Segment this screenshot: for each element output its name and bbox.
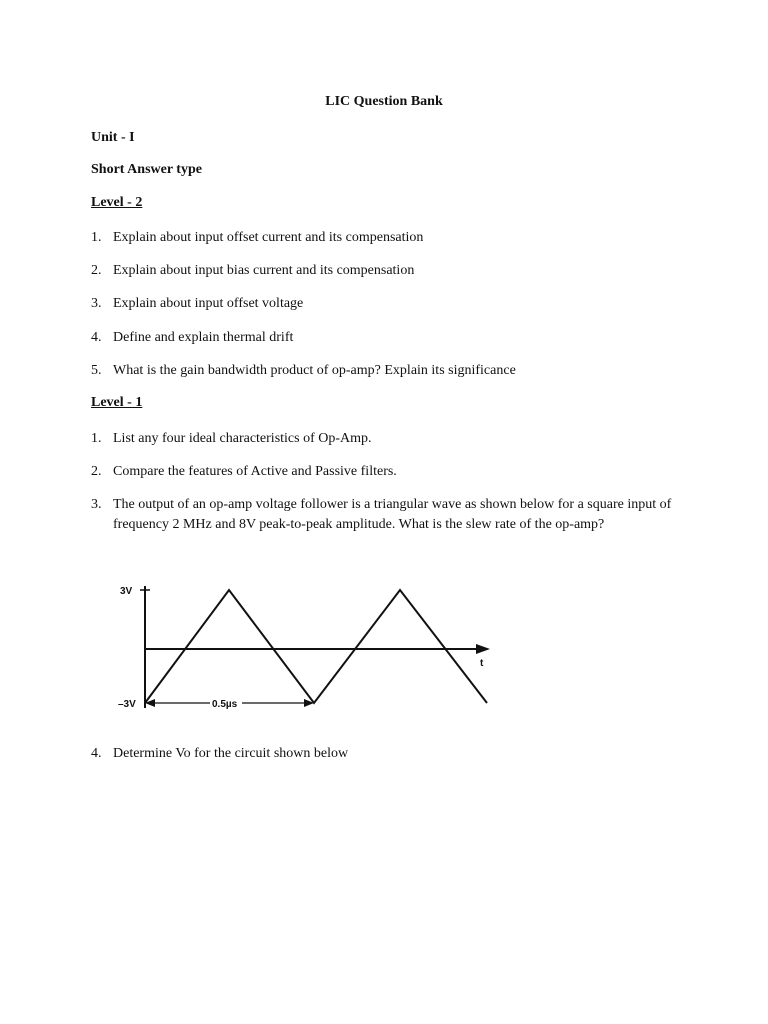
interval-label: 0.5µs [212, 699, 238, 710]
item-number: 3. [91, 296, 102, 311]
level-2-heading: Level - 2 [91, 195, 143, 210]
item-text: The output of an op-amp voltage follower is a triangular wave as shown below for a square input of frequency 2 MHz and 8V peak-to-peak amplitude. What is the slew rate of the op-amp? [113, 497, 672, 532]
item-number: 2. [91, 263, 102, 278]
item-number: 1. [91, 431, 102, 446]
document-title: LIC Question Bank [325, 94, 443, 109]
item-number: 4. [91, 330, 102, 345]
x-axis-arrow-icon [476, 644, 490, 654]
item-number: 3. [91, 497, 102, 512]
triangular-waveform [145, 590, 487, 703]
item-text: Explain about input offset current and its compensation [113, 230, 424, 245]
x-axis-label: t [480, 658, 484, 669]
level-1-heading: Level - 1 [91, 395, 143, 410]
item-number: 4. [91, 746, 102, 761]
item-number: 5. [91, 363, 102, 378]
item-number: 2. [91, 464, 102, 479]
item-text: List any four ideal characteristics of Op-Amp. [113, 431, 372, 446]
unit-heading: Unit - I [91, 130, 135, 145]
y-top-label: 3V [120, 586, 133, 597]
section-type-heading: Short Answer type [91, 162, 202, 177]
triangular-wave-figure [118, 578, 498, 718]
item-text: Compare the features of Active and Passive filters. [113, 464, 397, 479]
y-bottom-label: –3V [118, 699, 136, 710]
item-text: Determine Vo for the circuit shown below [113, 746, 349, 761]
item-text: Explain about input bias current and its compensation [113, 263, 415, 278]
item-text: Explain about input offset voltage [113, 296, 304, 311]
item-text: Define and explain thermal drift [113, 330, 294, 345]
item-number: 1. [91, 230, 102, 245]
item-text: What is the gain bandwidth product of op-amp? Explain its significance [113, 363, 516, 378]
